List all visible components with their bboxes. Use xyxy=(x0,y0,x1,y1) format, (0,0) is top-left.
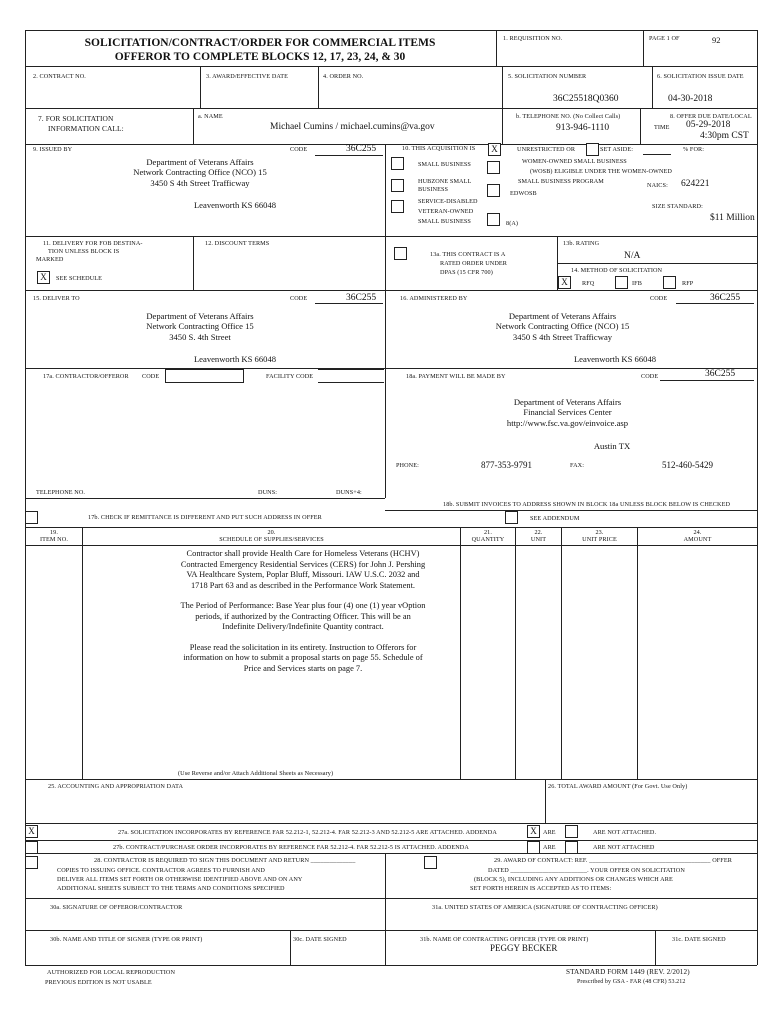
rated-order-checkbox[interactable] xyxy=(394,247,407,260)
ifb-checkbox[interactable] xyxy=(615,276,628,289)
issued-by-address xyxy=(85,157,315,188)
divider xyxy=(25,930,757,931)
set-aside-pct-line xyxy=(643,154,671,155)
divider xyxy=(25,66,757,67)
rated-label-2: RATED ORDER UNDER xyxy=(440,260,508,267)
divider xyxy=(25,527,757,528)
contracting-officer-name[interactable]: PEGGY BECKER xyxy=(490,943,558,953)
row27a-text: 27a. SOLICITATION INCORPORATES BY REFERENCE FAR 52.212-1, 52.212-4. FAR 52.212-3 AND 52.212-5 ARE ATTACHED. ADDENDA xyxy=(118,829,497,836)
offer-due-time[interactable]: 4:30pm CST xyxy=(700,131,749,141)
addenda-are-not-checkbox[interactable] xyxy=(565,825,578,838)
schedule-paragraph: Please read the solicitation in its entirety. Instruction to Offerors for information on how to submit a proposal starts on page 55. Schedule of Price and Services starts on page 7. xyxy=(183,642,423,673)
acquisition-label: 10. THIS ACQUISITION IS xyxy=(402,145,476,152)
address-line: Department of Veterans Affairs xyxy=(513,397,622,407)
col-num: 19. xyxy=(49,529,59,536)
info-call-label-2: INFORMATION CALL: xyxy=(48,124,124,133)
ifb-label: IFB xyxy=(632,280,642,287)
pct-for-label: % FOR: xyxy=(683,146,705,153)
divider xyxy=(25,144,757,145)
rfp-label: RFP xyxy=(682,280,694,287)
issued-by-label: 9. ISSUED BY xyxy=(33,146,73,153)
divider xyxy=(82,527,83,779)
date31c-label: 31c. DATE SIGNED xyxy=(672,936,726,943)
sdvosb-label-3: SMALL BUSINESS xyxy=(418,218,471,225)
small-business-checkbox[interactable] xyxy=(391,157,404,170)
row28-line2: COPIES TO ISSUING OFFICE. CONTRACTOR AGREES TO FURNISH AND xyxy=(57,867,265,874)
deliver-to-code: 36C255 xyxy=(346,293,377,303)
address-line: Department of Veterans Affairs xyxy=(508,311,617,321)
date30c-label: 30c. DATE SIGNED xyxy=(293,936,347,943)
offer-due-label: 8. OFFER DUE DATE/LOCAL xyxy=(670,113,752,120)
naics-label: NAICS: xyxy=(647,182,668,189)
deliver-to-city: Leavenworth KS 66048 xyxy=(193,354,277,364)
payment-label: 18a. PAYMENT WILL BE MADE BY xyxy=(406,373,506,380)
delivery-label-2: TION UNLESS BLOCK IS xyxy=(48,248,120,255)
issued-by-code-label: CODE xyxy=(290,146,308,153)
name-label: a. NAME xyxy=(198,113,223,120)
contract-addenda-are-not-label: ARE NOT ATTACHED xyxy=(593,844,655,851)
divider xyxy=(385,144,386,387)
contract-addenda-are-label: ARE xyxy=(543,844,556,851)
solicitation-number[interactable]: 36C25518Q0360 xyxy=(553,94,619,104)
title-line-1: SOLICITATION/CONTRACT/ORDER FOR COMMERCIAL ITEMS xyxy=(84,37,436,49)
divider xyxy=(200,66,201,108)
divider xyxy=(385,853,386,965)
unrestricted-label: UNRESTRICTED OR xyxy=(517,146,576,153)
row27b-text: 27b. CONTRACT/PURCHASE ORDER INCORPORATES BY REFERENCE FAR 52.212-4. FAR 52.212-5 IS ATTACHED. ADDENDA xyxy=(113,844,469,851)
address-line: http://www.fsc.va.gov/einvoice.asp xyxy=(506,417,629,428)
duns-label: DUNS: xyxy=(258,489,278,496)
col-num: 21. xyxy=(483,529,493,536)
issued-by-code: 36C255 xyxy=(346,144,377,154)
schedule-paragraph: The Period of Performance: Base Year plus four (4) one (1) year vOption periods, if authorized by the Contracting Officer. This will be an Indefinite Delivery/Indefinite Quantity contract. xyxy=(180,601,426,631)
issue-date[interactable]: 04-30-2018 xyxy=(668,94,713,104)
payment-phone[interactable]: 877-353-9791 xyxy=(481,460,532,470)
col-num: 20. xyxy=(267,529,276,536)
addenda-are-label: ARE xyxy=(543,829,556,836)
col-unit-price xyxy=(562,529,637,543)
far-attached-checkbox[interactable]: X xyxy=(25,825,38,838)
eight-a-checkbox[interactable] xyxy=(487,213,500,226)
set-aside-label: SET ASIDE: xyxy=(600,146,634,153)
col-num: 22. xyxy=(534,529,543,536)
col-title: UNIT xyxy=(530,536,547,544)
address-line: Department of Veterans Affairs xyxy=(146,311,254,321)
offer-due-date[interactable]: 05-29-2018 xyxy=(686,120,731,130)
name30b-label: 30b. NAME AND TITLE OF SIGNER (TYPE OR PRINT) xyxy=(50,936,203,943)
sig31a-label: 31a. UNITED STATES OF AMERICA (SIGNATURE OF CONTRACTING OFFICER) xyxy=(432,904,658,911)
rating-label: 13b. RATING xyxy=(563,240,600,247)
col-title: ITEM NO. xyxy=(40,536,68,544)
facility-code-field[interactable] xyxy=(318,369,384,383)
addenda-are-not-label: ARE NOT ATTACHED. xyxy=(593,829,657,836)
discount-terms-label: 12. DISCOUNT TERMS xyxy=(205,240,270,247)
divider xyxy=(25,545,757,546)
deliver-to-address xyxy=(85,311,315,342)
contractor-label: 17a. CONTRACTOR/OFFEROR xyxy=(43,373,129,380)
divider xyxy=(545,779,546,823)
rfq-checkbox[interactable]: X xyxy=(558,276,571,289)
divider xyxy=(25,853,757,854)
form-title xyxy=(40,36,480,65)
row28-line3: DELIVER ALL ITEMS SET FORTH OR OTHERWISE IDENTIFIED ABOVE AND ON ANY xyxy=(57,876,303,883)
set-aside-checkbox[interactable] xyxy=(586,143,599,156)
address-line: Financial Services Center xyxy=(523,407,612,418)
footer-previous: PREVIOUS EDITION IS NOT USABLE xyxy=(45,979,152,986)
duns4-label: DUNS+4: xyxy=(336,489,362,496)
payment-fax-label: FAX: xyxy=(570,462,585,469)
divider xyxy=(643,30,644,66)
small-business-label: SMALL BUSINESS xyxy=(418,161,471,168)
divider xyxy=(290,930,291,965)
wosb-checkbox[interactable] xyxy=(487,161,500,174)
size-standard-label: SIZE STANDARD: xyxy=(652,203,703,210)
payment-city: Austin TX xyxy=(593,441,631,451)
divider xyxy=(193,108,194,144)
contractor-code-label: CODE xyxy=(142,373,160,380)
top-border xyxy=(25,30,757,31)
addenda-are-checkbox[interactable]: X xyxy=(527,825,540,838)
wosb-label-3: SMALL BUSINESS PROGRAM xyxy=(518,178,604,185)
row28-line1: 28. CONTRACTOR IS REQUIRED TO SIGN THIS DOCUMENT AND RETURN ______________ xyxy=(94,857,356,864)
divider xyxy=(25,368,757,369)
payment-code-label: CODE xyxy=(641,373,659,380)
rated-label-3: DPAS (15 CFR 700) xyxy=(440,269,493,276)
sdvosb-label-1: SERVICE-DISABLED xyxy=(418,198,478,205)
administered-by-label: 16. ADMINISTERED BY xyxy=(400,295,468,302)
address-line: 3450 S 4th Street Trafficway xyxy=(150,177,250,188)
hubzone-label-2: BUSINESS xyxy=(418,186,449,193)
row29-line3: (BLOCK 5), INCLUDING ANY ADDITIONS OR CHANGES WHICH ARE xyxy=(474,876,673,883)
divider xyxy=(318,66,319,108)
submit-invoices-label: 18b. SUBMIT INVOICES TO ADDRESS SHOWN IN BLOCK 18a UNLESS BLOCK BELOW IS CHECKED xyxy=(443,501,731,508)
payment-phone-label: PHONE: xyxy=(396,462,419,469)
delivery-label-3: MARKED xyxy=(36,256,64,263)
issued-by-city: Leavenworth KS 66048 xyxy=(193,200,277,210)
solicitation-no-label: 5. SOLICITATION NUMBER xyxy=(508,73,587,80)
administered-by-code: 36C255 xyxy=(710,293,741,303)
divider xyxy=(515,527,516,779)
deliver-to-label: 15. DELIVER TO xyxy=(33,295,80,302)
rfq-label: RFQ xyxy=(582,280,595,287)
hubzone-label-1: HUBZONE SMALL xyxy=(418,178,472,185)
eight-a-label: 8(A) xyxy=(506,220,519,227)
order-no-label: 4. ORDER NO. xyxy=(323,73,364,80)
facility-code-label: FACILITY CODE xyxy=(266,373,314,380)
page-label: PAGE 1 OF xyxy=(649,35,680,42)
reverse-note: (Use Reverse and/or Attach Additional Sheets as Necessary) xyxy=(178,770,334,777)
page-total: 92 xyxy=(712,35,721,45)
divider xyxy=(640,108,641,144)
divider xyxy=(502,108,503,144)
contract-far-checkbox[interactable] xyxy=(25,841,38,854)
telephone-label: b. TELEPHONE NO. (No Collect Calls) xyxy=(516,113,621,120)
col-num: 23. xyxy=(595,529,604,536)
divider xyxy=(25,823,757,824)
schedule-description xyxy=(178,549,428,684)
see-schedule-label: SEE SCHEDULE xyxy=(56,275,103,282)
edwosb-checkbox[interactable] xyxy=(487,184,500,197)
info-call-label-1: 7. FOR SOLICITATION xyxy=(38,114,114,123)
col-schedule xyxy=(83,529,460,543)
row29-line2: DATED ________________________. YOUR OFFER ON SOLICITATION xyxy=(488,867,685,874)
award-checkbox[interactable] xyxy=(424,856,437,869)
issue-date-label: 6. SOLICITATION ISSUE DATE xyxy=(657,73,744,80)
sdvosb-label-2: VETERAN-OWNED xyxy=(418,208,474,215)
footer-form: STANDARD FORM 1449 (REV. 2/2012) xyxy=(566,968,690,976)
telephone-no-label: TELEPHONE NO. xyxy=(36,489,86,496)
edwosb-label: EDWOSB xyxy=(510,190,537,197)
divider xyxy=(561,527,562,779)
rfp-checkbox[interactable] xyxy=(663,276,676,289)
col-title: UNIT PRICE xyxy=(582,536,617,544)
row29-line4: SET FORTH HEREIN IS ACCEPTED AS TO ITEMS: xyxy=(470,885,612,892)
divider xyxy=(655,930,656,965)
divider xyxy=(557,263,757,264)
total-award-label: 26. TOTAL AWARD AMOUNT (For Govt. Use Only) xyxy=(548,783,688,790)
col-title: SCHEDULE OF SUPPLIES/SERVICES xyxy=(219,536,324,544)
administered-by-address xyxy=(445,311,680,342)
row29-line1: 29. AWARD OF CONTRACT: REF. ______________________________________ OFFER xyxy=(494,857,732,864)
contract-addenda-are-not-checkbox[interactable] xyxy=(565,841,578,854)
col-quantity xyxy=(461,529,515,543)
divider xyxy=(25,840,757,841)
accounting-label: 25. ACCOUNTING AND APPROPRIATION DATA xyxy=(48,783,184,790)
divider xyxy=(25,898,757,899)
col-title: AMOUNT xyxy=(683,536,712,544)
divider xyxy=(25,236,757,237)
rated-label-1: 13a. THIS CONTRACT IS A xyxy=(430,251,506,258)
rating-value: N/A xyxy=(624,251,641,261)
addendum-checkbox[interactable] xyxy=(505,511,518,524)
divider xyxy=(496,30,497,66)
award-date-label: 3. AWARD/EFFECTIVE DATE xyxy=(206,73,289,80)
see-schedule-checkbox[interactable]: X xyxy=(37,271,50,284)
contract-addenda-are-checkbox[interactable] xyxy=(527,841,540,854)
sdvosb-checkbox[interactable] xyxy=(391,200,404,213)
row28-line4: ADDITIONAL SHEETS SUBJECT TO THE TERMS AND CONDITIONS SPECIFIED xyxy=(57,885,285,892)
bottom-border xyxy=(25,965,757,966)
contract-no-label: 2. CONTRACT NO. xyxy=(33,73,86,80)
divider xyxy=(25,290,757,291)
administered-by-city: Leavenworth KS 66048 xyxy=(573,354,657,364)
wosb-label-1: WOMEN-OWNED SMALL BUSINESS xyxy=(522,158,627,165)
address-line: 3450 S. 4th Street xyxy=(169,331,231,342)
address-line: 3450 S 4th Street Trafficway xyxy=(512,331,613,342)
payment-fax[interactable]: 512-460-5429 xyxy=(662,460,713,470)
address-line: Network Contracting Office (NCO) 15 xyxy=(495,321,630,332)
col-amount xyxy=(638,529,757,543)
divider xyxy=(25,498,385,499)
divider xyxy=(25,779,757,780)
divider xyxy=(652,66,653,108)
divider xyxy=(25,108,757,109)
administered-by-code-label: CODE xyxy=(650,295,668,302)
divider xyxy=(502,66,503,108)
contractor-code-field[interactable] xyxy=(165,369,244,383)
divider xyxy=(460,527,461,779)
payment-code: 36C255 xyxy=(705,369,736,379)
schedule-paragraph: Contractor shall provide Health Care for Homeless Veterans (HCHV) Contracted Emergency Residential Services (CERS) for John J. Pershing VA Healthcare System, Poplar Bluff, Missouri. IAW U.S.C. 2032 and 1718 Part 63 and as described in the Performance Work Statement. xyxy=(180,549,426,590)
requisition-label: 1. REQUISITION NO. xyxy=(503,35,563,42)
naics-code[interactable]: 624221 xyxy=(681,179,710,189)
address-line: Department of Veterans Affairs xyxy=(146,157,254,167)
right-border xyxy=(757,30,758,965)
addendum-label: SEE ADDENDUM xyxy=(530,515,580,522)
divider xyxy=(385,510,757,511)
col-item-no xyxy=(26,529,82,543)
sig30a-label: 30a. SIGNATURE OF OFFEROR/CONTRACTOR xyxy=(50,904,183,911)
telephone-number[interactable]: 913-946-1110 xyxy=(556,123,610,133)
divider xyxy=(637,527,638,779)
deliver-to-code-label: CODE xyxy=(290,295,308,302)
remittance-label: 17b. CHECK IF REMITTANCE IS DIFFERENT AND PUT SUCH ADDRESS IN OFFER xyxy=(88,514,322,521)
size-standard[interactable]: $11 Million xyxy=(710,213,755,223)
title-line-2: OFFEROR TO COMPLETE BLOCKS 12, 17, 23, 24, & 30 xyxy=(114,51,406,64)
method-label: 14. METHOD OF SOLICITATION xyxy=(571,267,663,274)
name31b-label: 31b. NAME OF CONTRACTING OFFICER (TYPE OR PRINT) xyxy=(420,936,589,943)
divider xyxy=(193,236,194,290)
col-num: 24. xyxy=(693,529,702,536)
address-line: Network Contracting Office 15 xyxy=(146,321,254,332)
col-title: QUANTITY xyxy=(471,536,505,544)
remittance-checkbox[interactable] xyxy=(25,511,38,524)
address-line: Network Contracting Office (NCO) 15 xyxy=(133,167,267,178)
time-label: TIME xyxy=(654,124,670,131)
contact-name[interactable]: Michael Cumins / michael.cumins@va.gov xyxy=(270,122,435,132)
footer-prescribed: Prescribed by GSA - FAR (48 CFR) 53.212 xyxy=(577,979,686,985)
divider xyxy=(385,368,386,498)
payment-address xyxy=(455,397,680,428)
contractor-sign-checkbox[interactable] xyxy=(25,856,38,869)
delivery-label-1: 11. DELIVERY FOR FOB DESTINA- xyxy=(43,240,143,247)
unrestricted-checkbox[interactable]: X xyxy=(488,143,501,156)
wosb-label-2: (WOSB) ELIGIBLE UNDER THE WOMEN-OWNED xyxy=(530,168,672,175)
col-unit xyxy=(516,529,561,543)
hubzone-checkbox[interactable] xyxy=(391,179,404,192)
footer-authorized: AUTHORIZED FOR LOCAL REPRODUCTION xyxy=(47,969,176,976)
